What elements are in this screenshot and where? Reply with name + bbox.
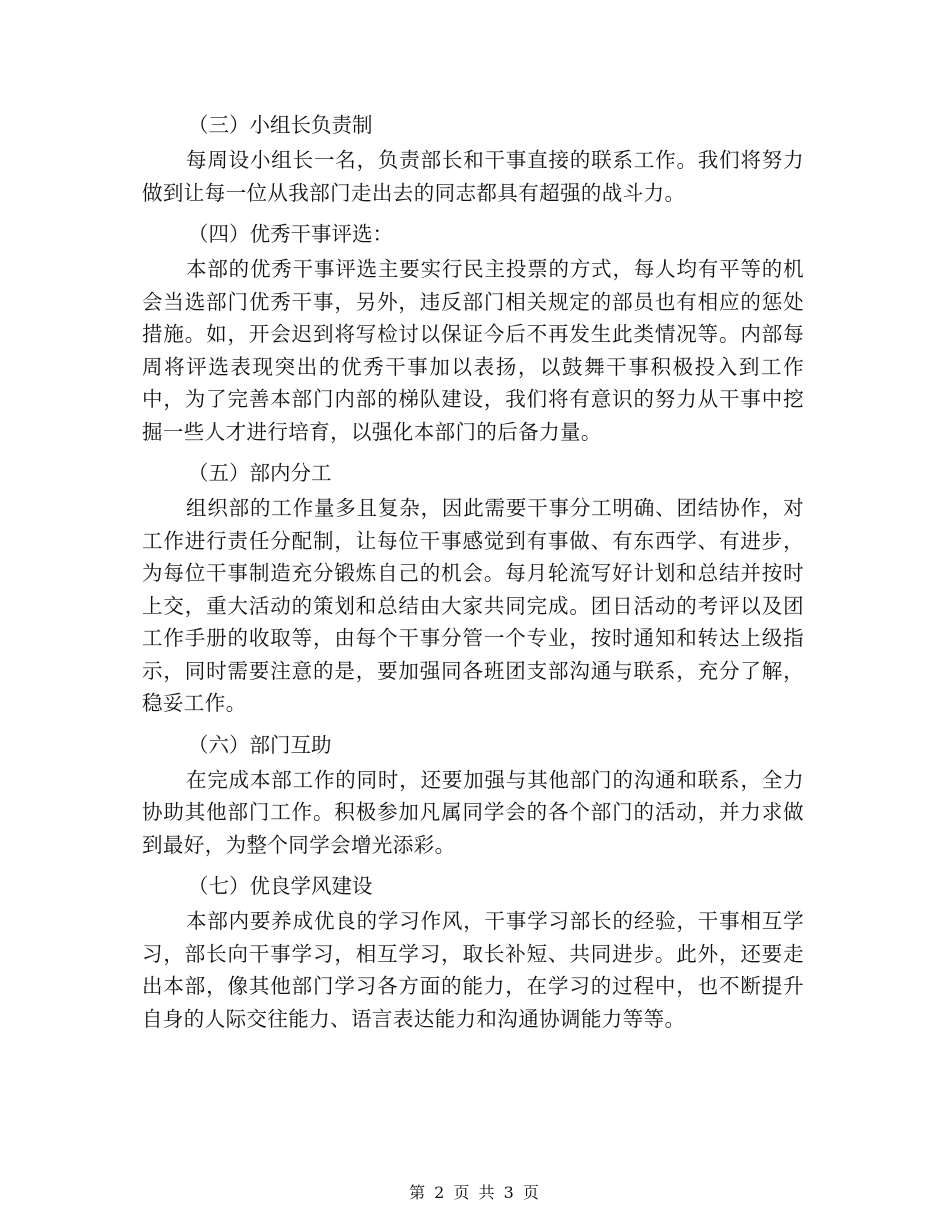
page-number-footer: 第 2 页 共 3 页 — [409, 1183, 541, 1202]
section-heading: （三）小组长负责制 — [188, 113, 373, 137]
section-paragraph: 在完成本部工作的同时，还要加强与其他部门的沟通和联系，全力协助其他部门工作。积极参加凡属同学会的各个部门的活动，并力求做到最好，为整个同学会增光添彩。 — [142, 767, 804, 857]
section-paragraph: 本部的优秀干事评选主要实行民主投票的方式，每人均有平等的机会当选部门优秀干事，另外，违反部门相关规定的部员也有相应的惩处措施。如，开会迟到将写检讨以保证今后不再发生此类情况等。内部每周将评选表现突出的优秀干事加以表扬，以鼓舞干事积极投入到工作中，为了完善本部门内部的梯队建设，我们将有意识的努力从干事中挖掘一些人才进行培育，以强化本部门的后备力量。 — [142, 257, 804, 444]
section-study-style — [142, 867, 804, 1035]
document-body — [142, 106, 804, 1041]
section-mutual-assistance — [142, 726, 804, 862]
section-paragraph: 组织部的工作量多且复杂，因此需要干事分工明确、团结协作，对工作进行责任分配制，让每位干事感觉到有事做、有东西学、有进步，为每位干事制造充分锻炼自己的机会。每月轮流写好计划和总结并按时上交，重大活动的策划和总结由大家共同完成。团日活动的考评以及团工作手册的收取等，由每个干事分管一个专业，按时通知和转达上级指示，同时需要注意的是，要加强同各班团支部沟通与联系，充分了解，稳妥工作。 — [142, 496, 804, 715]
section-group-leader — [142, 106, 804, 209]
section-heading: （七）优良学风建设 — [188, 874, 373, 898]
section-excellent-staff — [142, 215, 804, 448]
section-heading: （四）优秀干事评选： — [188, 222, 393, 246]
section-heading: （六）部门互助 — [188, 732, 332, 757]
section-heading: （五）部内分工 — [188, 461, 332, 485]
section-division-of-labor — [142, 454, 804, 720]
section-paragraph: 每周设小组长一名，负责部长和干事直接的联系工作。我们将努力做到让每一位从我部门走出去的同志都具有超强的战斗力。 — [142, 148, 804, 205]
section-paragraph: 本部内要养成优良的学习作风，干事学习部长的经验，干事相互学习，部长向干事学习，相互学习，取长补短、共同进步。此外，还要走出本部，像其他部门学习各方面的能力，在学习的过程中，也不断提升自身的人际交往能力、语言表达能力和沟通协调能力等等。 — [142, 909, 804, 1031]
